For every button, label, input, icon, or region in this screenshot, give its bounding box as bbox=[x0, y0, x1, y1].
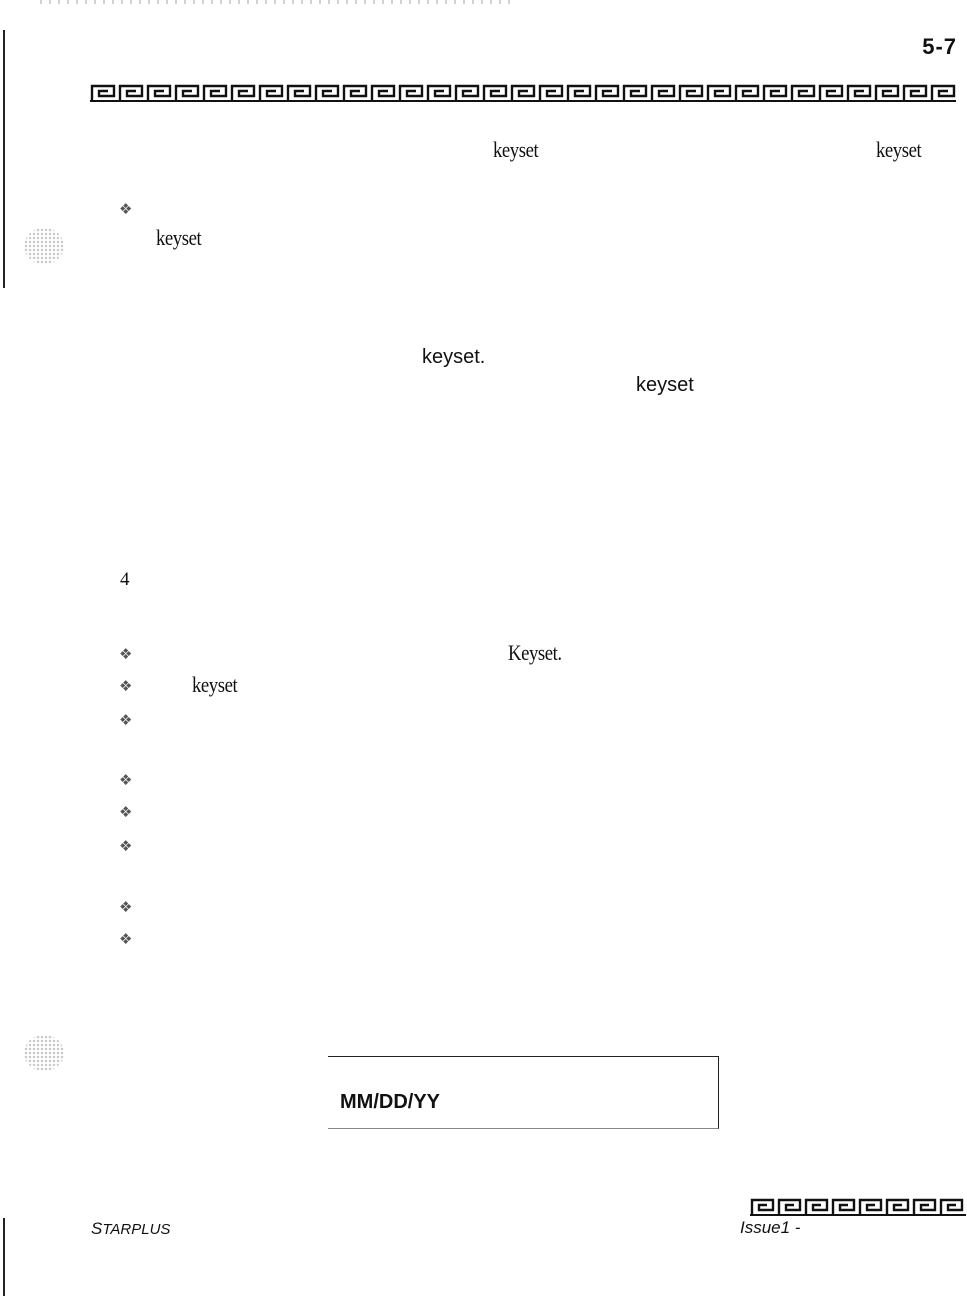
left-margin-rule-bottom bbox=[3, 1218, 5, 1296]
bullet-icon: ❖ bbox=[119, 771, 133, 789]
binder-hole-stamp-top bbox=[24, 228, 64, 264]
bullet-icon: ❖ bbox=[119, 930, 133, 948]
bullet-icon: ❖ bbox=[119, 200, 133, 218]
bullet-icon: ❖ bbox=[119, 645, 133, 663]
step-number: 4 bbox=[120, 569, 130, 590]
left-margin-rule-top bbox=[3, 30, 5, 288]
greek-key-border-top bbox=[90, 84, 956, 102]
body-word-keyset-7: keyset bbox=[192, 672, 238, 697]
bullet-icon: ❖ bbox=[119, 711, 133, 729]
date-format-label: MM/DD/YY bbox=[340, 1091, 440, 1113]
body-word-keyset-2: keyset bbox=[876, 137, 922, 162]
footer-product-name bbox=[91, 1219, 170, 1239]
footer-product-prefix: S bbox=[91, 1219, 103, 1238]
date-format-box bbox=[328, 1056, 719, 1129]
page-number: 5-7 bbox=[922, 34, 957, 59]
bullet-icon: ❖ bbox=[119, 898, 133, 916]
bullet-icon: ❖ bbox=[119, 803, 133, 821]
body-word-keyset-1: keyset bbox=[493, 137, 539, 162]
body-word-keyset-6: Keyset. bbox=[508, 640, 562, 665]
binder-hole-stamp-bottom bbox=[24, 1035, 64, 1071]
bullet-icon: ❖ bbox=[119, 837, 133, 855]
footer-product-rest: TARPLUS bbox=[102, 1221, 171, 1238]
scan-noise bbox=[40, 0, 510, 4]
footer-issue: Issue1 - bbox=[740, 1218, 801, 1237]
greek-key-border-footer bbox=[750, 1198, 966, 1216]
body-word-keyset-5: keyset bbox=[636, 374, 694, 396]
bullet-icon: ❖ bbox=[119, 677, 133, 695]
body-word-keyset-4: keyset. bbox=[422, 346, 486, 368]
body-word-keyset-3: keyset bbox=[156, 225, 202, 250]
